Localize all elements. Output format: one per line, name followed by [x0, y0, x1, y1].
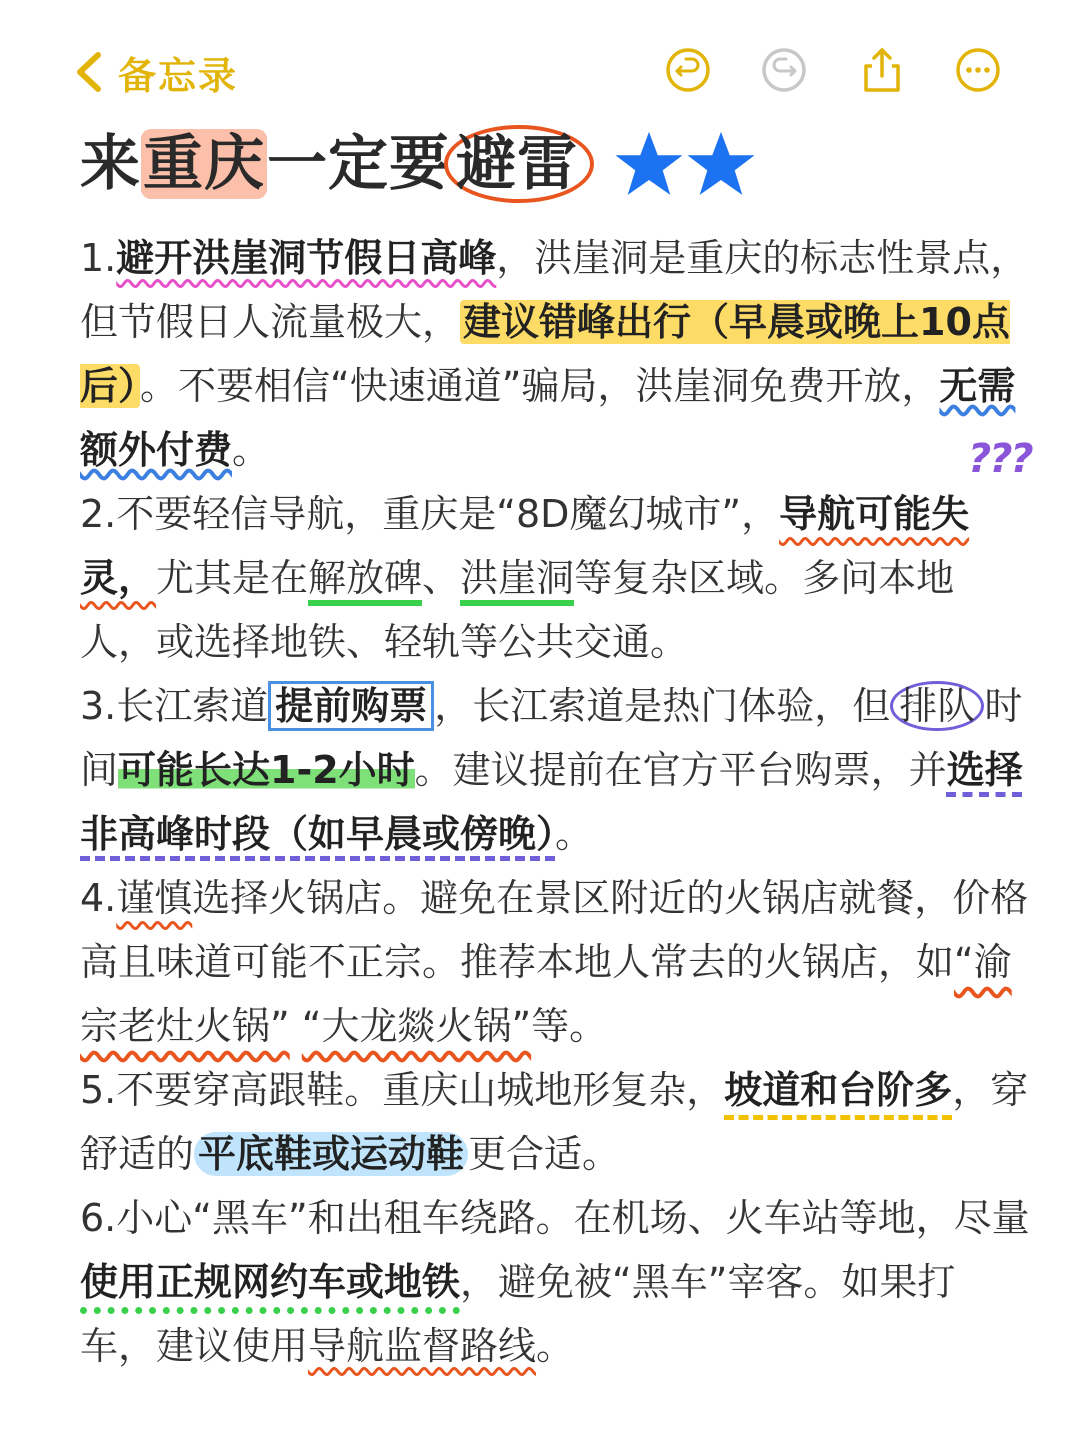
chevron-left-icon [72, 49, 106, 95]
question-marks-annotation: ??? [968, 436, 1032, 482]
emphasis: 使用正规网约车或地铁 [80, 1260, 461, 1304]
text: 1. [80, 236, 117, 280]
toolbar [0, 0, 1080, 120]
text: 3.长江索道 [80, 684, 269, 728]
underlined-place: 解放碑 [308, 556, 422, 606]
circled-text: 排队 [890, 681, 984, 731]
emphasis: 坡道和台阶多 [724, 1068, 953, 1112]
boxed-text: 提前购票 [268, 681, 434, 731]
text: 6.小心“黑车”和出租车绕路。在机场、火车站等地，尽量 [80, 1196, 1030, 1240]
undo-icon[interactable] [664, 46, 712, 94]
yellow-highlight: 建议错峰出行（早晨或晚上10点后） [80, 300, 1010, 408]
text: 时间 [80, 684, 1023, 792]
stars [614, 129, 758, 199]
list-item [80, 1058, 1030, 1186]
star-icon [686, 129, 756, 199]
note-title[interactable] [80, 124, 594, 204]
marked-text: 谨慎 [116, 876, 193, 920]
recommended-restaurant: “渝宗老灶火锅” [80, 940, 1012, 1048]
blue-highlight: 平底鞋或运动鞋 [194, 1132, 468, 1176]
more-icon[interactable] [954, 46, 1002, 94]
list-item [80, 1186, 1030, 1378]
text: 更合适。 [468, 1132, 621, 1176]
text: 。 [536, 1324, 575, 1368]
text: 。 [555, 812, 594, 856]
star-icon [614, 129, 684, 199]
text: 5.不要穿高跟鞋。重庆山城地形复杂， [80, 1068, 725, 1112]
list-item [80, 674, 1030, 866]
list-item [80, 226, 1030, 482]
text: 2.不要轻信导航，重庆是“8D魔幻城市”， [80, 492, 780, 536]
note-body[interactable] [80, 226, 1030, 1378]
note-title-row [80, 118, 758, 210]
title-highlight: 重庆 [143, 129, 265, 199]
title-text: 来 [80, 129, 141, 199]
text: 、 [422, 556, 461, 600]
share-icon[interactable] [858, 46, 906, 94]
title-text: 一定要 [267, 129, 450, 199]
emphasis: 导航可能失灵， [80, 492, 970, 600]
text: 等。 [531, 1004, 608, 1048]
list-item [80, 866, 1030, 1058]
underlined-place: 洪崖洞 [460, 556, 574, 606]
text [290, 1004, 302, 1048]
emphasis: 避开洪崖洞节假日高峰 [116, 236, 497, 280]
text: ，避免被“黑车”宰客。如果打车，建议使用 [80, 1260, 956, 1368]
text: 等复杂区域。多问本地人，或选择地铁、轻轨等公共交通。 [80, 556, 955, 664]
text: 。 [232, 428, 271, 472]
text: ，穿舒适的 [80, 1068, 1029, 1176]
back-label: 备忘录 [118, 53, 239, 98]
text: ，洪崖洞是重庆的标志性景点，但节假日人流量极大， [80, 236, 1029, 344]
recommended-restaurant: “大龙燚火锅” [301, 1004, 532, 1048]
text: ，长江索道是热门体验，但 [434, 684, 891, 728]
title-circled: 避雷 [444, 125, 594, 203]
underlined-text: 导航监督路线 [308, 1324, 537, 1368]
emphasis: 无需额外付费 [80, 364, 1016, 472]
text: 。不要相信“快速通道”骗局，洪崖洞免费开放， [140, 364, 940, 408]
emphasis: 选择非高峰时段（如早晨或傍晚） [80, 748, 1023, 856]
back-button[interactable] [72, 42, 238, 102]
green-highlight: 可能长达1-2小时 [118, 748, 415, 792]
text: 4. [80, 876, 117, 920]
text: 尤其是在 [156, 556, 309, 600]
text: 。建议提前在官方平台购票，并 [414, 748, 947, 792]
redo-icon[interactable] [760, 46, 808, 94]
list-item [80, 482, 1030, 674]
text: 选择火锅店。避免在景区附近的火锅店就餐，价格高且味道可能不正宗。推荐本地人常去的火锅店，如 [80, 876, 1029, 984]
